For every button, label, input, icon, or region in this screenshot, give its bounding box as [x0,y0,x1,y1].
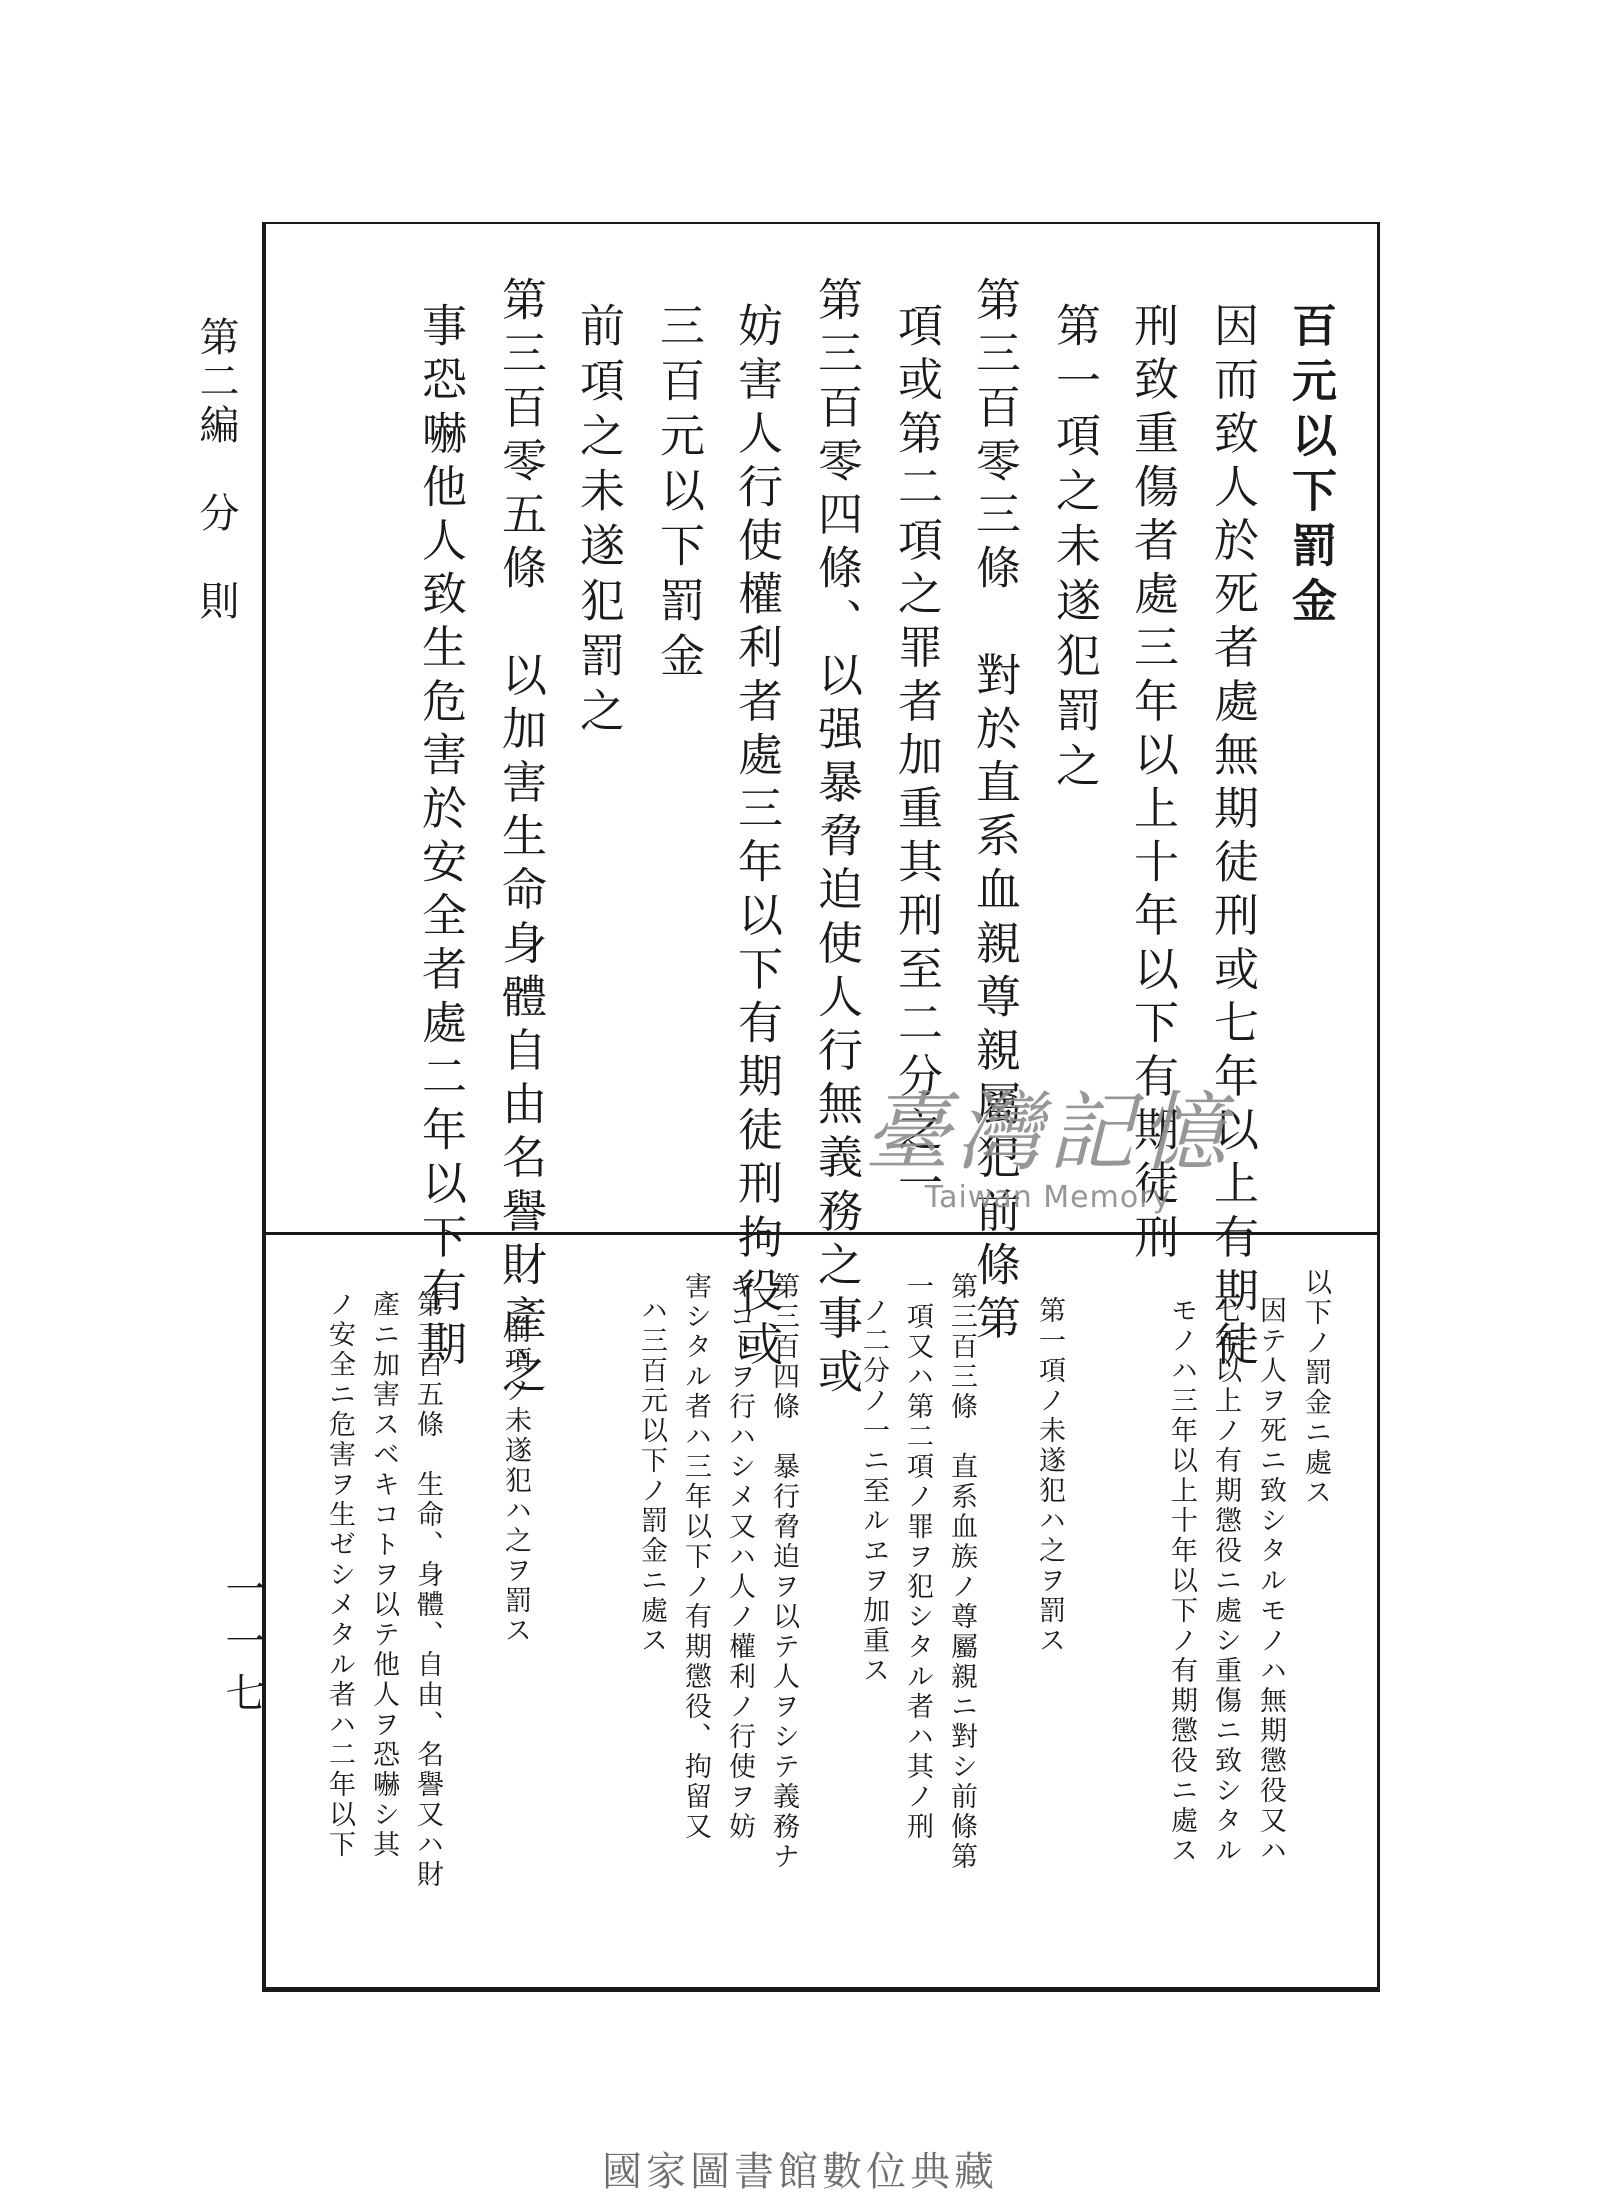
taiwan-memory-watermark [808,1083,1288,1240]
lower-column-11: 害シタル者ハ三年以下ノ有期懲役、拘留又 [680,1272,711,1842]
upper-column-6: 項或第二項之罪者加重其刑至二分之一 [890,302,943,1214]
upper-column-8: 妨害人行使權利者處三年以下有期徒刑拘役或 [730,302,783,1374]
lower-column-13: 前項ノ未遂犯ハ之ヲ罰ス [500,1316,531,1646]
lower-column-12: ハ三百元以下ノ罰金ニ處ス [636,1296,667,1656]
lower-column-8: ノ二分ノ一ニ至ルヱヲ加重ス [858,1296,889,1686]
lower-column-15: 產ニ加害スベキコトヲ以テ他人ヲ恐嚇シ其 [368,1290,399,1860]
upper-column-12: 事恐嚇他人致生危害於安全者處二年以下有期 [414,302,467,1374]
lower-column-9: 第三百四條 暴行脅迫ヲ以テ人ヲシテ義務ナ [768,1272,799,1872]
upper-column-5: 第三百零三條 對於直系血親尊親屬犯前條第 [968,276,1021,1348]
watermark-chinese: 臺灣記憶 [864,1083,1232,1183]
footer-caption: 國家圖書館數位典藏 [602,2149,998,2195]
lower-column-1: 以下ノ罰金ニ處ス [1300,1268,1331,1508]
upper-column-7: 第三百零四條、以强暴脅迫使人行無義務之事或 [810,276,863,1402]
upper-column-9: 三百元以下罰金 [652,302,705,687]
upper-column-2: 因而致人於死者處無期徒刑或七年以上有期徒 [1206,302,1259,1374]
upper-column-11: 第三百零五條 以加害生命身體自由名譽財產之 [494,276,547,1402]
watermark-english: Taiwan Memory [924,1180,1172,1215]
upper-column-1: 百元以下罰金 [1284,302,1337,632]
upper-column-3: 刑致重傷者處三年以上十年以下有期徒刑 [1126,302,1179,1267]
page-number: 一一七 [219,1568,265,1724]
upper-column-4: 第一項之未遂犯罰之 [1048,302,1101,797]
lower-column-6: 第三百三條 直系血族ノ尊屬親ニ對シ前條第 [946,1272,977,1872]
section-title: 第二編 分 則 [193,316,239,624]
lower-column-14: 第三百五條 生命、身體、自由、名譽又ハ財 [412,1290,443,1890]
lower-column-4: モノハ三年以上十年以下ノ有期懲役ニ處ス [1166,1296,1197,1866]
lower-column-2: 因テ人ヲ死ニ致シタルモノハ無期懲役又ハ [1255,1296,1286,1866]
lower-column-7: 一項又ハ第二項ノ罪ヲ犯シタル者ハ其ノ刑 [902,1272,933,1842]
upper-column-10: 前項之未遂犯罰之 [572,302,625,742]
lower-column-16: ノ安全ニ危害ヲ生ゼシメタル者ハ二年以下 [324,1290,355,1860]
lower-column-10: キコトヲ行ハシメ又ハ人ノ權利ノ行使ヲ妨 [724,1272,755,1842]
lower-column-5: 第一項ノ未遂犯ハ之ヲ罰ス [1034,1296,1065,1656]
lower-column-3: 七年以上ノ有期懲役ニ處シ重傷ニ致シタル [1210,1296,1241,1866]
